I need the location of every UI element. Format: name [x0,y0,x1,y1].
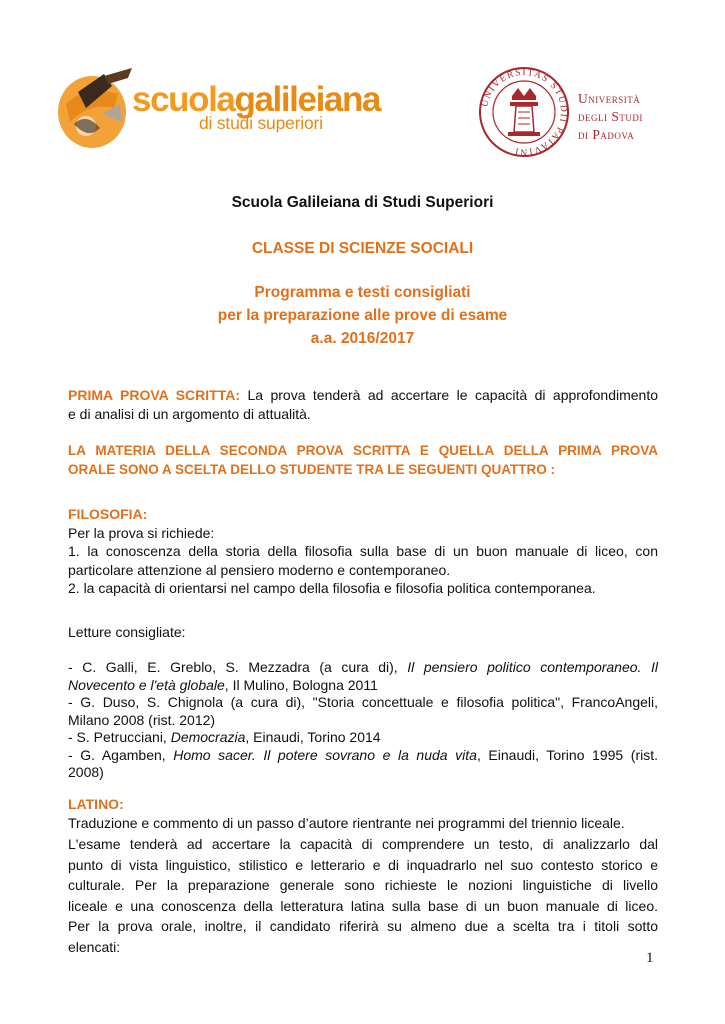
reference-item: - G. Agamben, Homo sacer. Il potere sovrano e la nuda vita, Einaudi, Torino 1995 (rist. [68,746,658,763]
latino-paragraph: L'esame tenderà ad accertare la capacità di comprendere un testo, di analizzarlo dal punto di vista linguistico, stilistico e letterario e di inquadrarlo nel suo contesto storico e culturale. Per la preparazione generale sono richieste le nozioni linguistiche di livello liceale e una conoscenza della letteratura latina sulla base di un buon manuale di liceo. Per la prova orale, inoltre, il candidato riferirà su almeno due a scelta tra i titoli sotto elencati: [68,836,658,955]
prima-prova-paragraph: PRIMA PROVA SCRITTA: La prova tenderà ad accertare le capacità di approfondimento e di analisi di un argomento di attualità. [68,387,658,422]
logo-wordmark: scuolagalileiana [132,80,381,119]
university-name-line-3: di Padova [578,127,635,142]
letture-label: Letture consigliate: [68,624,186,640]
program-title-line-3: a.a. 2016/2017 [310,330,415,347]
reference-item: - C. Galli, E. Greblo, S. Mezzadra (a cura di), Il pensiero politico contemporaneo. Il [68,659,658,675]
program-title-line-2: per la preparazione alle prove di esame [217,307,508,324]
university-name-line-2: degli Studi [578,109,643,124]
program-title-line-1: Programma e testi consigliati [254,284,471,301]
filosofia-heading: FILOSOFIA: [68,506,148,522]
seal-text: UNIVERSITAS STUDII PATAVINI [480,67,569,157]
page-number: 1 [646,950,654,966]
school-title: Scuola Galileiana di Studi Superiori [231,194,494,211]
class-title: CLASSE DI SCIENZE SOCIALI [251,240,474,257]
logo-subtitle: di studi superiori [199,113,323,133]
filosofia-section: FILOSOFIA: Per la prova si richiede: 1. la conoscenza della storia della filosofia sulla base di un buon manuale di liceo, con particolare attenzione al pensiero moderno e contemporaneo. 2. la capacità di orientarsi nel campo della filosofia e filosofia politica contemporanea. [68,506,658,596]
reference-item: - G. Duso, S. Chignola (a cura di), "Storia concettuale e filosofia politica", FrancoAngeli, [68,694,658,710]
latino-heading: LATINO: [68,796,124,812]
reference-item: - S. Petrucciani, Democrazia, Einaudi, Torino 2014 [68,729,381,745]
materia-heading: LA MATERIA DELLA SECONDA PROVA SCRITTA E QUELLA DELLA PRIMA PROVA ORALE SONO A SCELTA DELLO STUDENTE TRA LE SEGUENTI QUATTRO : [68,443,658,477]
prima-prova-label: PRIMA PROVA SCRITTA: [68,387,240,403]
filosofia-references: - C. Galli, E. Greblo, S. Mezzadra (a cura di), Il pensiero politico contemporaneo. Il Novecento e l'età globale, Il Mulino, Bologna 2011 - G. Duso, S. Chignola (a cura di), "Storia concettuale e filosofia politica", FrancoAngeli, Milano 2008 (rist. 2012) - S. Petrucciani, Democrazia, Einaudi, Torino 2014 - G. Agamben, Homo sacer. Il potere sovrano e la nuda vita, Einaudi, Torino 1995 (rist. 2008) [68,659,658,780]
university-name [578,90,643,144]
university-name-line-1: Università [578,91,641,106]
latino-section: LATINO: Traduzione e commento di un passo d’autore rientrante nei programmi del triennio liceale. [68,795,658,832]
university-seal [478,66,570,158]
